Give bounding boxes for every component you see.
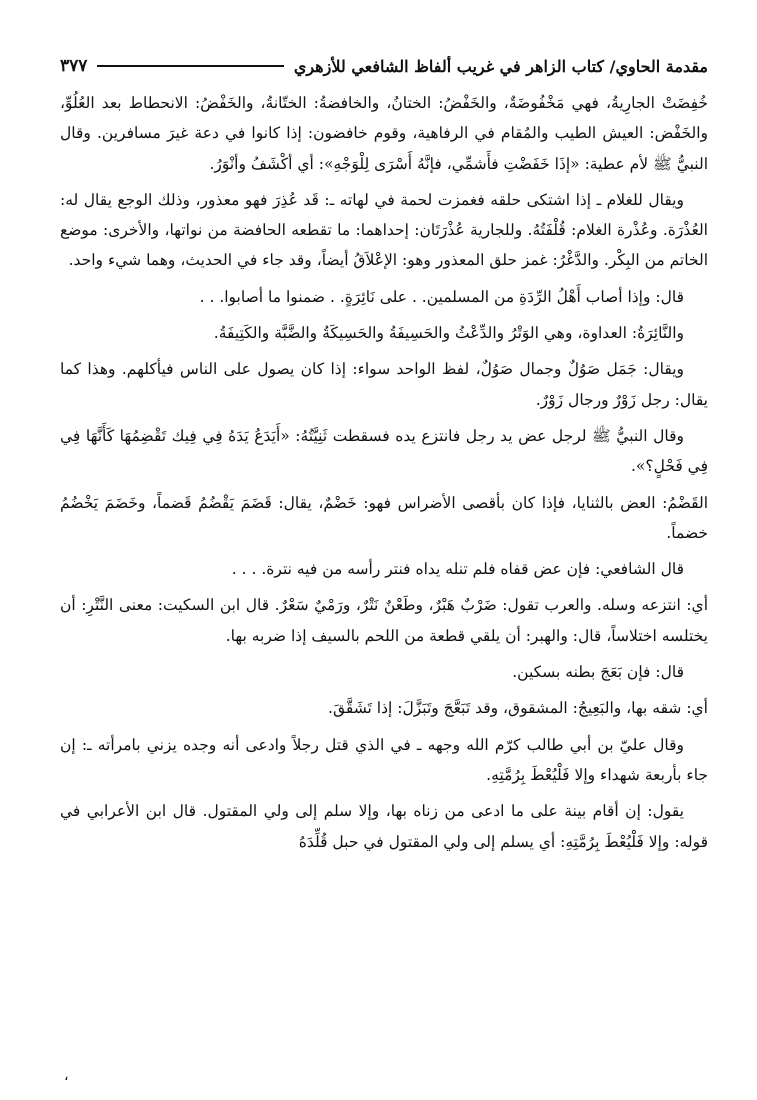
paragraph: أي: شقه بها، والبَعِيجُ: المشقوق، وقد تَبَعَّجَ وتَبَزَّلَ: إذا تَشَقَّقَ. — [328, 699, 708, 718]
paragraph: ويقال: جَمَل صَوُلٌ وجمال صَوُلٌ، لفظ الواحد سواء: إذا كان يصول على الناس فيأكلهم. وهذا كما يقال: رجل زَوْرٌ ورجال زَوْرٌ. — [60, 360, 708, 409]
paragraph: خُفِضَتْ الجارِيةُ، فهي مَخْفُوضَةٌ، والخَفْضُ: الختانُ، والخافضةُ: الختّانةُ، والخَفْضُ: الانحطاط بعد العُلُوِّ، والخَفْض: العيش الطيب والمُقام في الرفاهية، وقوم خافضون: إذا كانوا في دعة غيرَ مسافرين. وقال النبيُّ ﷺ لأم عطية: «إذَا خَفَضْتِ فأَشمِّي، فإنَّهُ أَسْرَى لِلْوَجْهِ»: أي أكْشَفُ وأنْوَرُ. — [60, 94, 708, 173]
paragraph: القَضْمُ: العض بالثنايا، فإذا كان بأقصى الأضراس فهو: خَضْمٌ، يقال: قَضَمَ يَقْضُمُ قَضماً، وخَضَمَ يَخْضُمُ خضماً. — [60, 493, 708, 542]
page-number: ٣٧٧ — [60, 56, 88, 76]
page-header — [60, 52, 708, 80]
paragraph: أي: انتزعه وسله. والعرب تقول: ضَرْبٌ هَبْرٌ، وطَعْنٌ نَتْرٌ، ورَمْيٌ سَعْرٌ. قال ابن السكيت: معنى النَّتْرِ: أن يختلسه اختلاساً، قال: والهبر: أن يلقي قطعة من اللحم بالسيف إذا ضربه بها. — [60, 596, 708, 645]
running-title: مقدمة الحاوي/ كتاب الزاهر في غريب ألفاظ الشافعي للأزهري — [293, 56, 708, 76]
paragraph: وقال عليّ بن أبي طالب كرّم الله وجهه ـ في الذي قتل رجلاً وادعى أنه وجده يزني بامرأته ـ: إن جاء بأربعة شهداء وإلا فَلْيُعْطَ بِرُمَّتِهِ. — [60, 735, 708, 784]
header-rule — [97, 65, 283, 67]
paragraph: قال: وإذا أصاب أَهْلُ الرِّدَةِ من المسلمين. . على نَائِرَةٍ. . ضمنوا ما أصابوا. . . — [199, 287, 684, 306]
page-body — [60, 88, 708, 863]
paragraph: قال: فإن بَعَجَ بطنه بسكين. — [512, 663, 684, 682]
paragraph: والنَّائِرَةُ: العداوة، وهي الوَتْرُ والدِّعْثُ والحَسِيفَةُ والحَسِيكَةُ والضَّبَّة والكَتِيفَةُ. — [213, 324, 684, 343]
footer-mark: ، — [64, 1068, 69, 1084]
paragraph: قال الشافعي: فإن عض قفاه فلم تنله يداه فنتر رأسه من فيه نترة. . . . — [231, 560, 684, 579]
paragraph: وقال النبيُّ ﷺ لرجل عض يد رجل فانتزع يده فسقطت ثَنِيَّتُهُ: «أَيَدَعُ يَدَهُ فِي فِيك تَقْضِمُهَا كَأَنَّهَا فِي فِي فَحْلٍ؟». — [60, 426, 708, 476]
paragraph: ويقال للغلام ـ إذا اشتكى حلقه فغمزت لحمة في لهاته ـ: قَد عُذِرَ فهو معذور، وذلك الوجع يقال له: العُذْرَة. وعُذْرة الغلام: قُلْفَتُهُ. وللجارية عُذْرَتَان: إحداهما: ما تقطعه الحافضة من نواتها، والأخرى: موضع الخاتم من البِكْر. والدَّغْرُ: غمز حلق المعذور وهو: الإعْلاَقُ أيضاً، وقد جاء في الحديث، وهما شيء واحد. — [60, 190, 708, 270]
paragraph: يقول: إن أقام بينة على ما ادعى من زناه بها، وإلا سلم إلى ولي المقتول. قال ابن الأعرابي في قوله: وإلا فَلْيُعْطَ بِرُمَّتِهِ: أي يسلم إلى ولي المقتول في حبل قُلِّدَهُ — [60, 802, 708, 851]
